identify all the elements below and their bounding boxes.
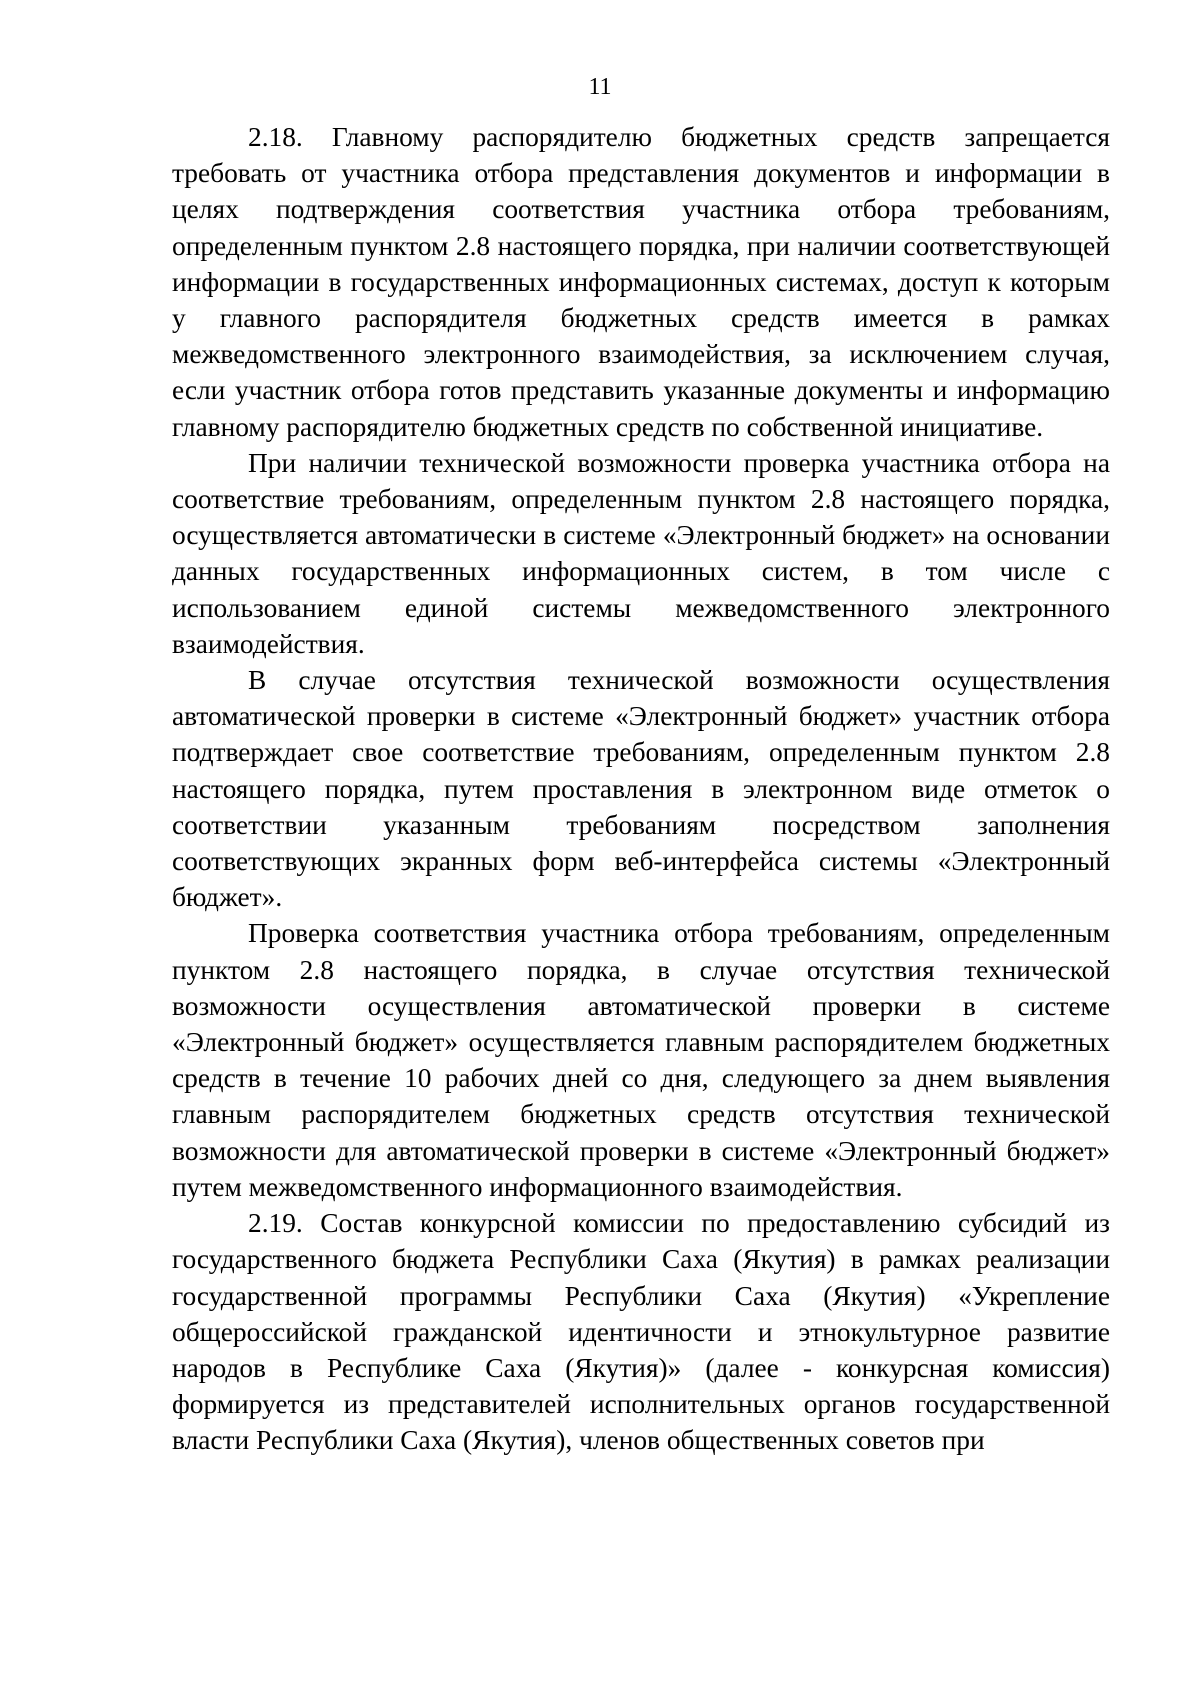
- paragraph-manual-confirmation: В случае отсутствия технической возможности осуществления автоматической проверки в системе «Электронный бюджет» участник отбора подтверждает свое соответствие требованиям, определенным пунктом 2.8 настоящего порядка, путем проставления в электронном виде отметок о соответствии указанным требованиям посредством заполнения соответствующих экранных форм веб-интерфейса системы «Электронный бюджет».: [172, 665, 1110, 913]
- paragraph-check-deadline: Проверка соответствия участника отбора требованиям, определенным пунктом 2.8 настоящего порядка, в случае отсутствия технической возможности осуществления автоматической проверки в системе «Электронный бюджет» осуществляется главным распорядителем бюджетных средств в течение 10 рабочих дней со дня, следующего за днем выявления главным распорядителем бюджетных средств отсутствия технической возможности для автоматической проверки в системе «Электронный бюджет» путем межведомственного информационного взаимодействия.: [172, 918, 1110, 1202]
- paragraph-2-18: 2.18. Главному распорядителю бюджетных средств запрещается требовать от участника отбора представления документов и информации в целях подтверждения соответствия участника отбора требованиям, определенным пунктом 2.8 настоящего порядка, при наличии соответствующей информации в государственных информационных системах, доступ к которым у главного распорядителя бюджетных средств имеется в рамках межведомственного электронного взаимодействия, за исключением случая, если участник отбора готов представить указанные документы и информацию главному распорядителю бюджетных средств по собственной инициативе.: [172, 122, 1110, 442]
- paragraph-automatic-check: При наличии технической возможности проверка участника отбора на соответствие требованиям, определенным пунктом 2.8 настоящего порядка, осуществляется автоматически в системе «Электронный бюджет» на основании данных государственных информационных систем, в том числе с использованием единой системы межведомственного электронного взаимодействия.: [172, 447, 1110, 659]
- page-number: 11: [588, 74, 612, 100]
- paragraph-2-19: 2.19. Состав конкурсной комиссии по предоставлению субсидий из государственного бюджета Республики Саха (Якутия) в рамках реализации государственной программы Республики Саха (Якутия) «Укрепление общероссийской гражданской идентичности и этнокультурное развитие народов в Республике Саха (Якутия)» (далее - конкурсная комиссия) формируется из представителей исполнительных органов государственной власти Республики Саха (Якутия), членов общественных советов при: [172, 1208, 1110, 1456]
- document-body: [172, 119, 1110, 1459]
